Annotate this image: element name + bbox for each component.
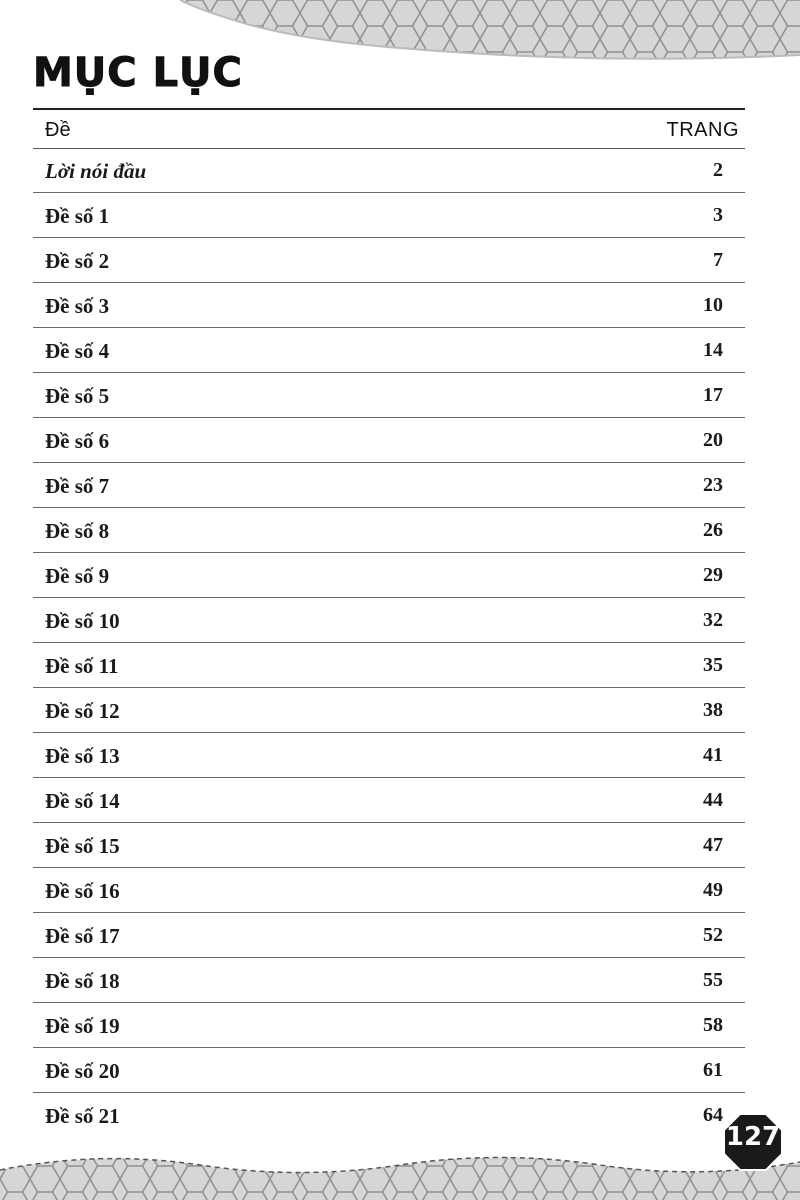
toc-entry-page: 64 <box>703 1104 723 1126</box>
toc-entry-page: 55 <box>703 969 723 991</box>
toc-entry[interactable] <box>33 1093 745 1137</box>
toc-entry-title: Đề số 9 <box>45 564 110 588</box>
toc-entry-title: Đề số 18 <box>45 969 120 993</box>
toc-entry-page: 61 <box>703 1059 723 1081</box>
toc-entry[interactable] <box>33 1003 745 1048</box>
toc-entry[interactable] <box>33 778 745 823</box>
toc-entry-page: 47 <box>703 834 723 856</box>
toc-entry[interactable] <box>33 823 745 868</box>
toc-entry-title: Đề số 10 <box>45 609 120 633</box>
toc-entry-page: 3 <box>713 204 723 226</box>
toc-entry-title: Đề số 1 <box>45 204 110 228</box>
toc-entry[interactable] <box>33 148 745 193</box>
toc-entry-page: 10 <box>703 294 723 316</box>
toc-list <box>33 148 745 1137</box>
toc-entry-page: 32 <box>703 609 723 631</box>
toc-entry-page: 26 <box>703 519 723 541</box>
toc-header-row <box>33 110 745 149</box>
toc-entry[interactable] <box>33 193 745 238</box>
toc-entry-title: Đề số 16 <box>45 879 120 903</box>
toc-entry-page: 49 <box>703 879 723 901</box>
footer-honeycomb-decoration <box>0 1140 800 1200</box>
toc-entry[interactable] <box>33 958 745 1003</box>
toc-entry-title: Đề số 11 <box>45 654 119 678</box>
toc-entry-title: Đề số 19 <box>45 1014 120 1038</box>
toc-entry[interactable] <box>33 373 745 418</box>
toc-entry-page: 44 <box>703 789 723 811</box>
toc-entry-page: 20 <box>703 429 723 451</box>
page-title: MỤC LỤC <box>33 50 243 96</box>
toc-entry-page: 29 <box>703 564 723 586</box>
toc-entry-page: 35 <box>703 654 723 676</box>
toc-entry-page: 23 <box>703 474 723 496</box>
toc-entry[interactable] <box>33 463 745 508</box>
toc-entry-page: 7 <box>713 249 723 271</box>
toc-entry-title: Đề số 20 <box>45 1059 120 1083</box>
toc-entry-title: Đề số 21 <box>45 1104 120 1128</box>
toc-entry[interactable] <box>33 328 745 373</box>
toc-entry[interactable] <box>33 283 745 328</box>
toc-entry[interactable] <box>33 688 745 733</box>
toc-header-title: Đề <box>45 119 71 141</box>
toc-entry-title: Đề số 2 <box>45 249 110 273</box>
toc-entry-page: 14 <box>703 339 723 361</box>
toc-entry-title: Đề số 3 <box>45 294 110 318</box>
toc-entry[interactable] <box>33 868 745 913</box>
toc-entry[interactable] <box>33 913 745 958</box>
toc-entry-title: Đề số 15 <box>45 834 120 858</box>
toc-entry-title: Đề số 14 <box>45 789 120 813</box>
toc-entry[interactable] <box>33 1048 745 1093</box>
toc-entry[interactable] <box>33 418 745 463</box>
page-number: 127 <box>725 1122 781 1152</box>
toc-entry-page: 52 <box>703 924 723 946</box>
toc-entry-title: Đề số 8 <box>45 519 110 543</box>
toc-header-page: TRANG <box>666 119 739 141</box>
toc-entry-page: 41 <box>703 744 723 766</box>
toc-entry-title: Đề số 13 <box>45 744 120 768</box>
toc-entry[interactable] <box>33 553 745 598</box>
toc-entry-title: Đề số 5 <box>45 384 110 408</box>
toc-entry-title: Đề số 17 <box>45 924 120 948</box>
toc-entry-page: 58 <box>703 1014 723 1036</box>
toc-entry-title: Lời nói đầu <box>45 159 147 183</box>
toc-entry[interactable] <box>33 733 745 778</box>
toc-entry[interactable] <box>33 238 745 283</box>
toc-entry-page: 2 <box>713 159 723 181</box>
toc-entry-title: Đề số 6 <box>45 429 110 453</box>
toc-entry-page: 38 <box>703 699 723 721</box>
toc-entry[interactable] <box>33 508 745 553</box>
toc-entry-title: Đề số 4 <box>45 339 110 363</box>
toc-entry-title: Đề số 12 <box>45 699 120 723</box>
toc-entry[interactable] <box>33 643 745 688</box>
toc-entry-title: Đề số 7 <box>45 474 110 498</box>
toc-entry-page: 17 <box>703 384 723 406</box>
toc-entry[interactable] <box>33 598 745 643</box>
